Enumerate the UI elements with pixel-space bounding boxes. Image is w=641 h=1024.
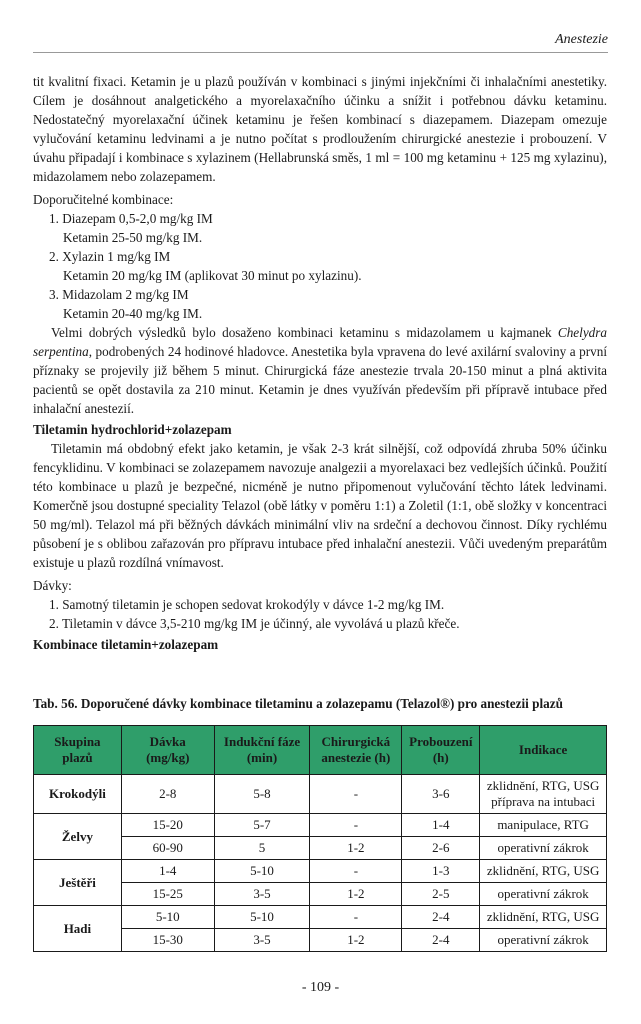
dose-cell: 5-10 [121, 906, 214, 929]
table-row [34, 906, 607, 929]
induction-cell: 5-8 [214, 775, 310, 814]
text-run: , podrobených 24 hodinové hladovce. Anestetika byla vpravena do levé axilární svaloviny a první příznaky se projevily již během 5 minut. Chirurgická fáze anestezie trvala 20-150 minut a plná aktivita pacientů se opět dostavila za 210 minut. Ketamin je dnes využíván především při přípravě intubace před inhalační anestezií. [33, 344, 607, 416]
surgical-cell: 1-2 [310, 883, 402, 906]
header-induction: Indukční fáze (min) [214, 726, 310, 775]
dose-cell: 15-20 [121, 814, 214, 837]
list-item: 1. Diazepam 0,5-2,0 mg/kg IM [49, 211, 213, 226]
indication-cell: zklidnění, RTG, USG [480, 906, 607, 929]
table-row [34, 860, 607, 883]
paragraph-tiletamin: Tiletamin má obdobný efekt jako ketamin, je však 2-3 krát silnější, což odpovídá zhruba 50% účinku fencyklidinu. V kombinaci se zolazepamem navozuje analgezii a myorelaxaci bez vedlejších účinků. Použití této kombinace u plazů je bezpečné, nicméně je nutno připomenout vylučování těchto látek ledvinami. Komerčně jsou dostupné speciality Telazol (obě látky v poměru 1:1) a Zoletil (1:1, obě složky v koncentraci 50 mg/ml). Telazol má při běžných dávkách minimální vliv na srdeční a dechovou činnost. Díky rychlému působení je s oblibou zařazován pro přípravu intubace před inhalační anestezii. Vůči uvedeným preparátům existuje u plazů rozdílná vnímavost. [33, 441, 607, 570]
induction-cell: 5-7 [214, 814, 310, 837]
list-item-sub: Ketamin 20-40 mg/kg IM. [63, 306, 203, 321]
indication-cell: manipulace, RTG [480, 814, 607, 837]
recovery-cell: 1-3 [402, 860, 480, 883]
header-dose: Dávka (mg/kg) [121, 726, 214, 775]
surgical-cell: 1-2 [310, 837, 402, 860]
dose-cell: 60-90 [121, 837, 214, 860]
surgical-cell: - [310, 906, 402, 929]
doses-list [33, 595, 607, 633]
recovery-cell: 2-6 [402, 837, 480, 860]
induction-cell: 3-5 [214, 883, 310, 906]
page-content [33, 72, 607, 654]
list-item: 3. Midazolam 2 mg/kg IM [49, 287, 189, 302]
species-name: Chelydra serpentina [33, 325, 607, 359]
combinations-intro: Doporučitelné kombinace: [33, 192, 174, 207]
indication-cell: operativní zákrok [480, 837, 607, 860]
section-heading-combination: Kombinace tiletamin+zolazepam [33, 637, 219, 652]
surgical-cell: - [310, 860, 402, 883]
group-cell: Želvy [34, 814, 122, 860]
paragraph-ketamin-combinations: tit kvalitní fixaci. Ketamin je u plazů používán v kombinaci s jinými injekčními či inhalačními anestetiky. Cílem je dosáhnout analgetického a myorelaxačního účinku a snížit i potřebnou dávku ketaminu. Nedostatečný myorelaxační účinek ketaminu je řešen kombinací s diazepamem. Diazepam omezuje vylučování ketaminu ledvinami a je nutno počítat s prodloužením chirurgické anestezie i probouzení. V úvahu připadají i kombinace s xylazinem (Hellabrunská směs, 1 ml = 100 mg ketaminu + 125 mg xylazinu), midazolamem nebo zolazepamem. [33, 74, 607, 184]
group-cell: Ještěři [34, 860, 122, 906]
induction-cell: 5-10 [214, 906, 310, 929]
dose-cell: 2-8 [121, 775, 214, 814]
dose-cell: 1-4 [121, 860, 214, 883]
dose-table [33, 725, 607, 952]
recovery-cell: 2-4 [402, 929, 480, 952]
table-row [34, 814, 607, 837]
list-item: 1. Samotný tiletamin je schopen sedovat krokodýly v dávce 1-2 mg/kg IM. [49, 597, 445, 612]
table-header-row [34, 726, 607, 775]
group-cell: Krokodýli [34, 775, 122, 814]
header-surgical: Chirurgická anestezie (h) [310, 726, 402, 775]
list-item: 2. Xylazin 1 mg/kg IM [49, 249, 171, 264]
indication-cell: operativní zákrok [480, 883, 607, 906]
induction-cell: 5-10 [214, 860, 310, 883]
list-item-sub: Ketamin 25-50 mg/kg IM. [63, 230, 203, 245]
surgical-cell: - [310, 775, 402, 814]
group-cell: Hadi [34, 906, 122, 952]
dose-cell: 15-30 [121, 929, 214, 952]
header-indication: Indikace [480, 726, 607, 775]
surgical-cell: 1-2 [310, 929, 402, 952]
indication-cell: zklidnění, RTG, USG příprava na intubaci [480, 775, 607, 814]
surgical-cell: - [310, 814, 402, 837]
header-group: Skupina plazů [34, 726, 122, 775]
text-run: Velmi dobrých výsledků bylo dosaženo kombinaci ketaminu s midazolamem u kajmanek [51, 325, 558, 340]
page-number: - 109 - [301, 980, 340, 995]
paragraph-midazolam-results [33, 323, 607, 418]
table-row [34, 775, 607, 814]
recovery-cell: 2-4 [402, 906, 480, 929]
running-header [33, 30, 608, 53]
list-item: 2. Tiletamin v dávce 3,5-210 mg/kg IM je účinný, ale vyvolává u plazů křeče. [49, 616, 460, 631]
doses-intro: Dávky: [33, 578, 72, 593]
indication-cell: operativní zákrok [480, 929, 607, 952]
combinations-list [33, 209, 607, 323]
induction-cell: 5 [214, 837, 310, 860]
list-item-sub: Ketamin 20 mg/kg IM (aplikovat 30 minut po xylazinu). [63, 268, 362, 283]
dose-cell: 15-25 [121, 883, 214, 906]
header-title: Anestezie [555, 32, 608, 47]
induction-cell: 3-5 [214, 929, 310, 952]
table-caption: Tab. 56. Doporučené dávky kombinace tiletaminu a zolazepamu (Telazol®) pro anestezii plazů [33, 696, 563, 711]
recovery-cell: 2-5 [402, 883, 480, 906]
indication-cell: zklidnění, RTG, USG [480, 860, 607, 883]
section-heading-tiletamin: Tiletamin hydrochlorid+zolazepam [33, 422, 232, 437]
recovery-cell: 1-4 [402, 814, 480, 837]
header-recovery: Probouzení (h) [402, 726, 480, 775]
recovery-cell: 3-6 [402, 775, 480, 814]
